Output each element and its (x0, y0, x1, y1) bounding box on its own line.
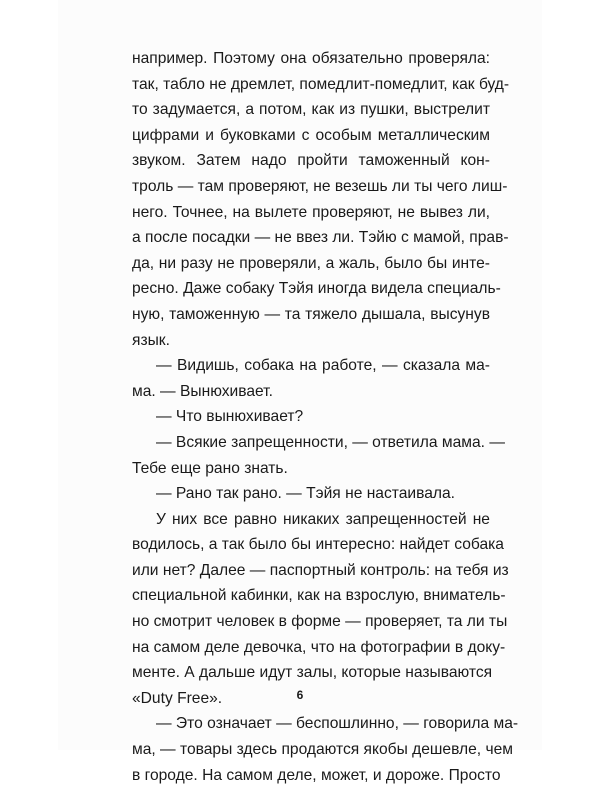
text-line: него. Точнее, на вылете проверяют, не вывез ли, (132, 203, 490, 221)
text-line: менте. А дальше идут залы, которые называются (132, 664, 493, 682)
text-line: так, табло не дремлет, помедлит-помедлит, как буд- (132, 75, 510, 93)
text-line: ма, — товары здесь продаются якобы дешевле, чем (132, 741, 513, 759)
text-line: в городе. На самом деле, может, и дороже. Просто (132, 766, 501, 784)
text-line: язык. (132, 331, 170, 349)
text-line: или нет? Далее — паспортный контроль: на тебя из (132, 561, 509, 579)
text-line: звуком. Затем надо пройти таможенный кон- (132, 152, 490, 170)
text-line: то задумается, а потом, как из пушки, выстрелит (132, 101, 490, 119)
text-line: «Duty Free». (132, 689, 223, 707)
page-number: 6 (296, 688, 304, 702)
text-line: ма. — Вынюхивает. (132, 382, 273, 400)
body-text (132, 46, 519, 788)
text-line: — Видишь, собака на работе, — сказала ма- (156, 357, 490, 375)
text-line: а после посадки — не ввез ли. Тэйю с мамой, прав- (132, 229, 509, 247)
text-line: У них все равно никаких запрещенностей не (156, 510, 490, 528)
text-line: ную, таможенную — та тяжело дышала, высунув (132, 305, 490, 323)
text-line: — Рано так рано. — Тэйя не настаивала. (156, 485, 456, 503)
text-line: — Что вынюхивает? (156, 408, 304, 426)
text-line: но смотрит человек в форме — проверяет, та ли ты (132, 613, 508, 631)
text-line: на самом деле девочка, что на фотографии в доку- (132, 638, 506, 656)
text-line: — Всякие запрещенности, — ответила мама. — (156, 433, 505, 451)
text-line: водилось, а так было бы интересно: найдет собака (132, 536, 504, 554)
text-line: специальной кабинки, как на взрослую, вниматель- (132, 587, 506, 605)
text-line: да, ни разу не проверяли, а жаль, было бы инте- (132, 254, 490, 272)
text-line: троль — там проверяют, не везешь ли ты чего лиш- (132, 177, 508, 195)
text-line: например. Поэтому она обязательно проверяла: (132, 50, 490, 67)
text-line: — Это означает — беспошлинно, — говорила ма- (156, 715, 519, 733)
text-line: цифрами и буковками с особым металлическим (132, 126, 490, 144)
text-line: ресно. Даже собаку Тэйя иногда видела специаль- (132, 280, 501, 298)
text-line: Тебе еще рано знать. (132, 459, 288, 477)
